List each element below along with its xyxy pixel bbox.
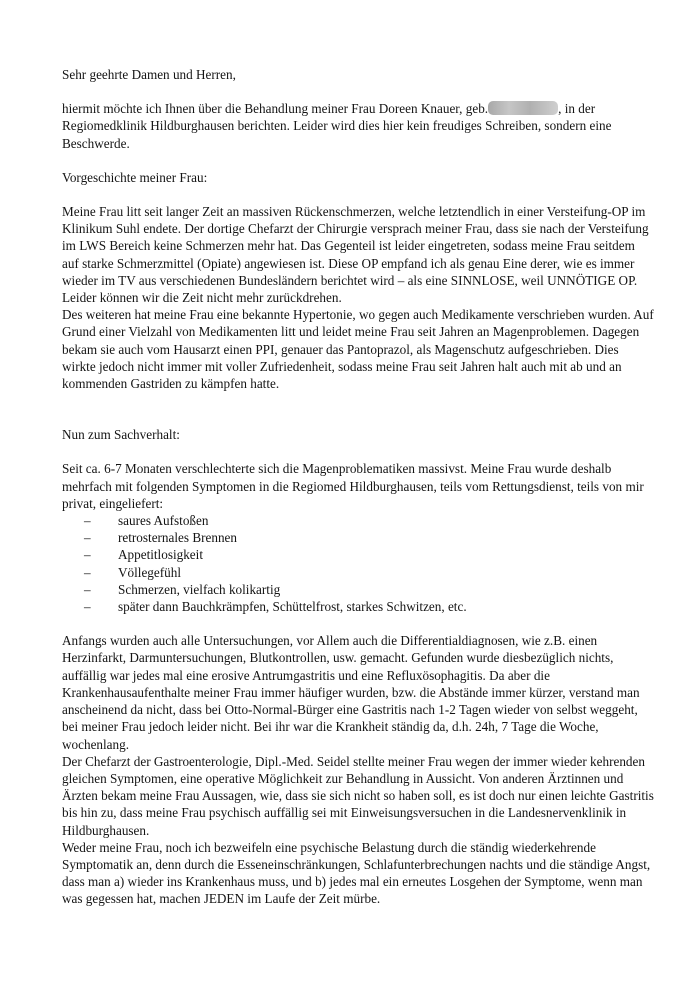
history-paragraph: Meine Frau litt seit langer Zeit an massiven Rückenschmerzen, welche letztendlich in einer Versteifung-OP im Klinikum Suhl endete. Der dortige Chefarzt der Chirurgie versprach meiner Frau, dass sie nach der Versteifung im LWS Bereich keine Schmerzen mehr hat. Das Gegenteil ist leider eingetreten, sodass meine Frau seitdem auf starke Schmerzmittel (Opiate) angewiesen ist. Diese OP empfand ich als genau Eine derer, wie es immer wieder im TV aus verschiedenen Bundesländern berichtet wird – als eine SINNLOSE, weil UNNÖTIGE OP. [62, 204, 649, 288]
symptom-item [84, 529, 654, 546]
redacted-birth-name [488, 101, 558, 115]
symptom-item [84, 512, 654, 529]
spacer [62, 186, 654, 203]
history-paragraph-2: Des weiteren hat meine Frau eine bekannte Hypertonie, wo gegen auch Medikamente verschrieben wurden. Auf Grund einer Vielzahl von Medikamenten litt und leidet meine Frau seit Jahren an Magenproblemen. Dagegen bekam sie auch vom Hausarzt einen PPI, genauer das Pantoprazol, als Magenschutz aufgeschrieben. Dies wirkte jedoch nicht immer mit voller Zufriedenheit, sodass meine Frau seit Jahren halt auch mit ab und an kommenden Gastriden zu kämpfen hatte. [62, 307, 654, 392]
spacer [62, 615, 654, 632]
symptom-text: retrosternales Brennen [118, 530, 238, 546]
list-dash: – [84, 599, 91, 615]
history-heading: Vorgeschichte meiner Frau: [62, 169, 208, 185]
symptom-item [84, 564, 654, 581]
facts-intro: Seit ca. 6-7 Monaten verschlechterte sich die Magenproblematiken massivst. Meine Frau wurde deshalb mehrfach mit folgenden Symptomen in die Regiomed Hildburghausen, teils vom Rettungsdienst, teils von mir privat, eingeliefert: [62, 461, 644, 511]
spacer [62, 83, 654, 100]
despair-paragraph: Weder meine Frau, noch ich bezweifeln eine psychische Belastung durch die ständig wiederkehrende Symptomatik an, denn durch die Esseneinschränkungen, Schlafunterbrechungen nachts und die ständige Angst, dass man a) wieder ins Krankenhaus muss, und b) jedes mal ein erneutes Losgehen der Symptome, wenn man was gegessen hat, machen JEDEN im Laufe der Zeit mürbe. [62, 839, 651, 907]
facts-heading: Nun zum Sachverhalt: [62, 427, 180, 443]
intro-paragraph [62, 100, 654, 152]
intro-text-part2: , in der Regiomedklinik Hildburghausen berichten. Leider wird dies hier kein freudiges Schreiben, sondern eine Beschwerde. [62, 101, 612, 151]
list-dash: – [84, 581, 91, 597]
symptom-text: Völlegefühl [118, 564, 181, 580]
salutation: Sehr geehrte Damen und Herren, [62, 67, 236, 82]
list-dash: – [84, 513, 91, 529]
symptom-item [84, 546, 654, 563]
intro-text-part1: hiermit möchte ich Ihnen über die Behandlung meiner Frau Doreen Knauer, geb. [62, 101, 489, 117]
list-dash: – [84, 530, 91, 546]
symptom-list [62, 512, 654, 615]
spacer [62, 152, 654, 169]
symptom-text: später dann Bauchkrämpfen, Schüttelfrost, starkes Schwitzen, etc. [118, 599, 467, 615]
history-time-line: Leider können wir die Zeit nicht mehr zurückdrehen. [62, 290, 342, 306]
symptom-text: Schmerzen, vielfach kolikartig [118, 581, 281, 597]
exam-paragraph: Anfangs wurden auch alle Untersuchungen, vor Allem auch die Differentialdiagnosen, wie z.B. einen Herzinfarkt, Darmuntersuchungen, Blutkontrollen, usw. gemacht. Gefunden wurde diesbezüglich nichts, auffällig war jedes mal eine erosive Antrumgastritis und eine Refluxösophagitis. Da aber die Krankenhausaufenthalte meiner Frau immer häufiger wurden, bzw. die Abstände immer kürzer, verstand man anscheinend da nicht, dass bei Otto-Normal-Bürger eine Gastritis nach 1-2 Tagen wieder von selbst weggeht, bei meiner Frau jedoch leider nicht. Bei ihr war die Krankheit ständig da, d.h. 24h, 7 Tage die Woche, wochenlang. [62, 633, 640, 752]
chief-physician-paragraph: Der Chefarzt der Gastroenterologie, Dipl.-Med. Seidel stellte meiner Frau wegen der immer wieder kehrenden gleichen Symptomen, eine operative Möglichkeit zur Behandlung in Aussicht. Von anderen Ärztinnen und Ärzten bekam meine Frau Aussagen, wie, dass sie sich nicht so haben soll, es ist doch nur einen leichte Gastritis bis hin zu, dass meine Frau psychisch auffällig sei mit Einweisungsversuchen in die Landesnervenklinik in Hildburghausen. [62, 753, 654, 838]
letter-page [62, 66, 654, 908]
symptom-item [84, 598, 654, 615]
list-dash: – [84, 564, 91, 580]
symptom-text: Appetitlosigkeit [118, 547, 203, 563]
spacer [62, 443, 654, 460]
symptom-item [84, 581, 654, 598]
symptom-text: saures Aufstoßen [118, 513, 209, 529]
spacer [62, 392, 654, 426]
list-dash: – [84, 547, 91, 563]
